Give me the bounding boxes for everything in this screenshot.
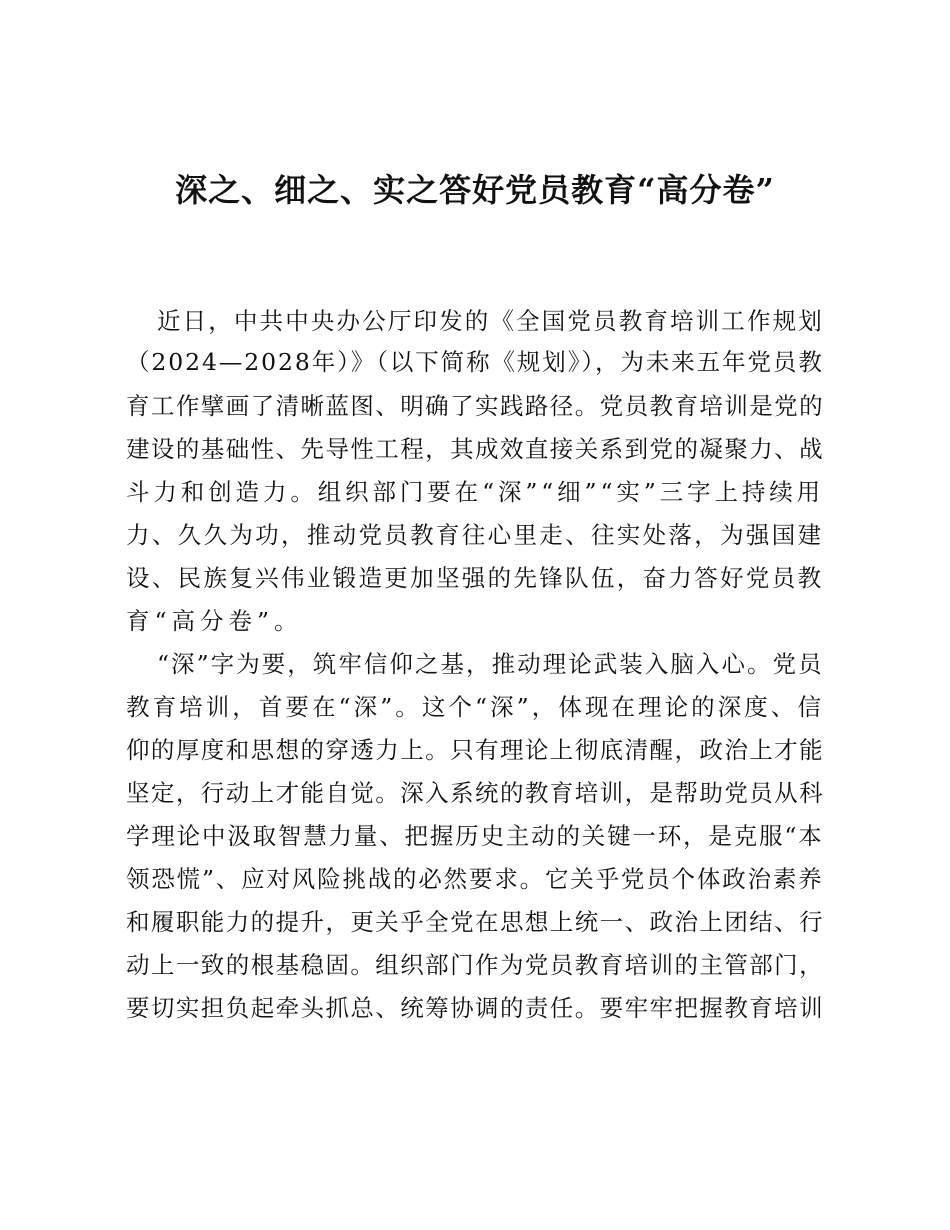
paragraph-line: 育“高分卷”。 — [126, 607, 303, 635]
paragraph-line: （2024—2028年）》（以下简称《规划》），为未来五年党员教 — [126, 348, 824, 376]
paragraph-line: 领恐慌”、应对风险挑战的必然要求。它关乎党员个体政治素养 — [126, 865, 824, 893]
paragraph-line: 近日，中共中央办公厅印发的《全国党员教育培训工作规划 — [157, 307, 824, 335]
paragraph-line: 建设的基础性、先导性工程，其成效直接关系到党的凝聚力、战 — [126, 435, 825, 463]
paragraph-line: 教育培训，首要在“深”。这个“深”，体现在理论的深度、信 — [126, 693, 825, 721]
paragraph-line: 要切实担负起牵头抓总、统筹协调的责任。要牢牢把握教育培训 — [126, 994, 825, 1022]
paragraph-line: 育工作擘画了清晰蓝图、明确了实践路径。党员教育培训是党的 — [126, 392, 825, 420]
paragraph-line: 动上一致的根基稳固。组织部门作为党员教育培训的主管部门， — [126, 951, 825, 979]
paragraph-line: “深”字为要，筑牢信仰之基，推动理论武装入脑入心。党员 — [157, 650, 824, 678]
paragraph-line: 和履职能力的提升，更关乎全党在思想上统一、政治上团结、行 — [126, 908, 825, 936]
page-title: 深之、细之、实之答好党员教育“高分卷” — [175, 171, 775, 209]
paragraph-line: 仰的厚度和思想的穿透力上。只有理论上彻底清醒，政治上才能 — [126, 736, 825, 764]
paragraph-line: 坚定，行动上才能自觉。深入系统的教育培训，是帮助党员从科 — [126, 779, 825, 807]
paragraph-line: 斗力和创造力。组织部门要在“深”“细”“实”三字上持续用 — [126, 478, 825, 506]
paragraph-line: 设、民族复兴伟业锻造更加坚强的先锋队伍，奋力答好党员教 — [126, 564, 824, 592]
paragraph-line: 学理论中汲取智慧力量、把握历史主动的关键一环，是克服“本 — [126, 822, 824, 850]
paragraph-line: 力、久久为功，推动党员教育往心里走、往实处落，为强国建 — [126, 521, 824, 549]
